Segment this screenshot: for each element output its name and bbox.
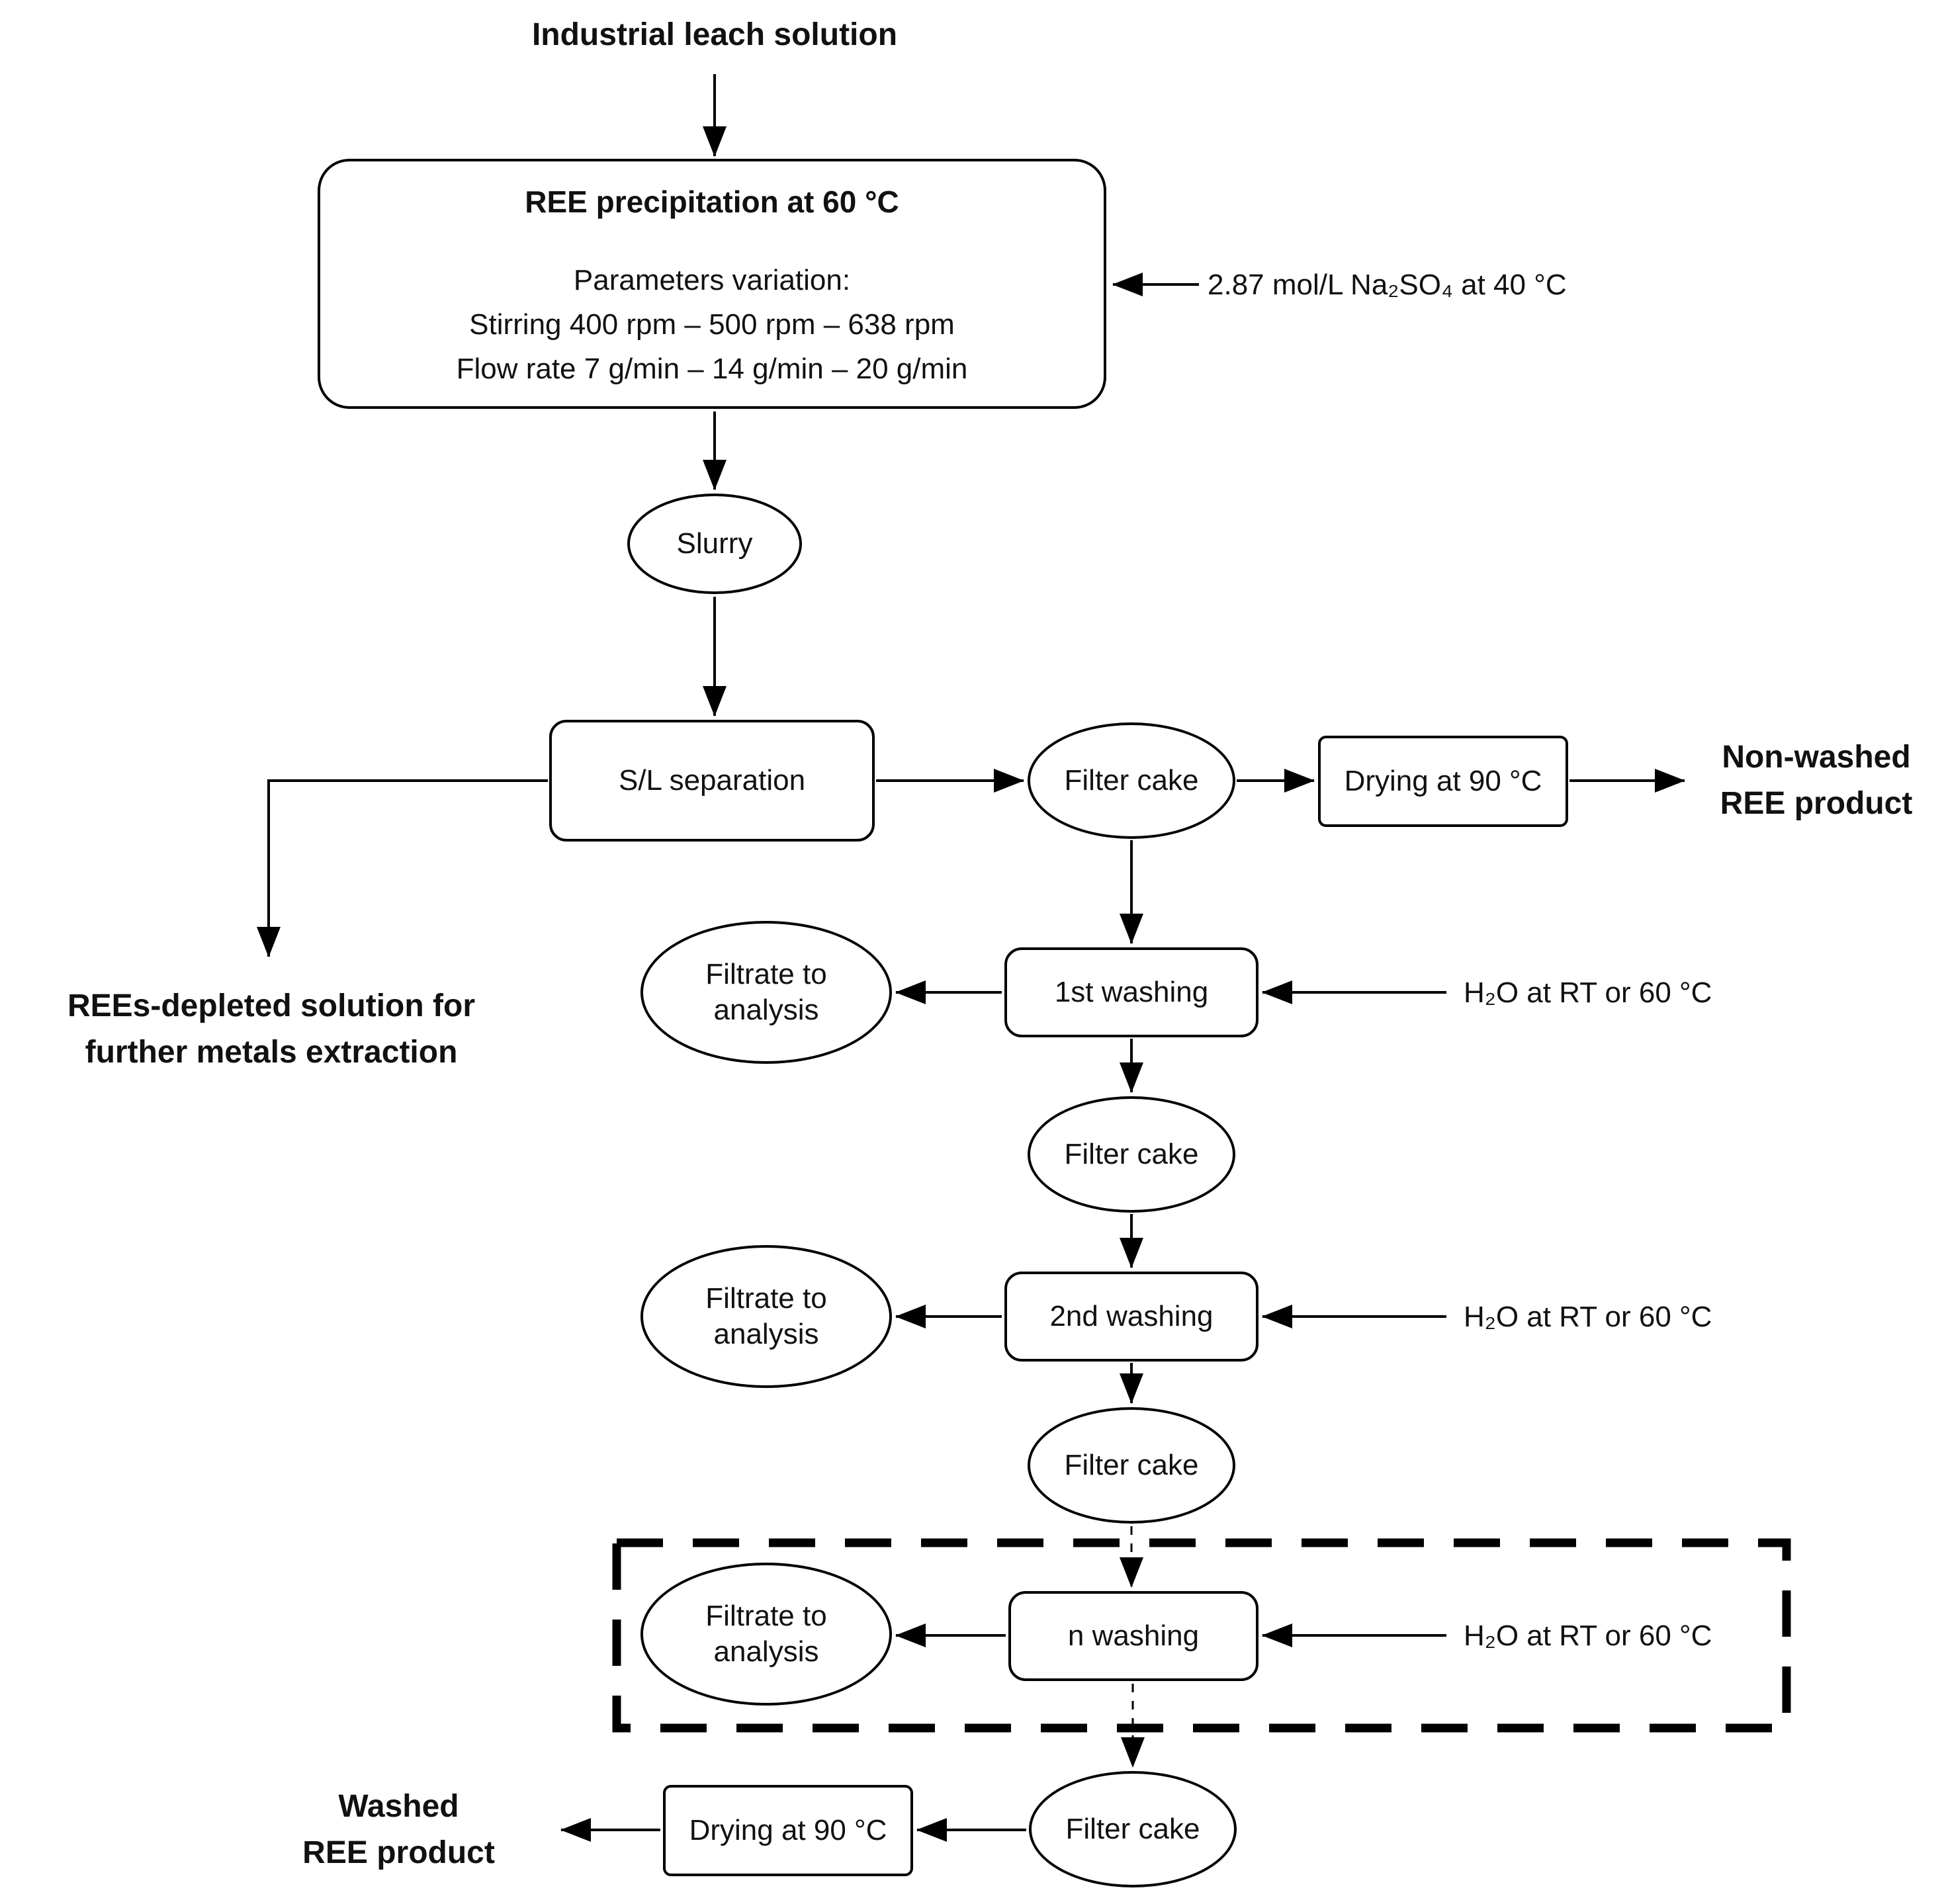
source-label: Industrial leach solution [531,17,898,52]
filter-cake-label-1: Filter cake [1064,764,1199,797]
washing-label-n: n washing [1067,1619,1200,1652]
washing-box-n [1008,1591,1258,1681]
washing-label-1: 1st washing [1054,975,1209,1008]
washed-line2: REE product [302,1835,495,1870]
washing-label-2: 2nd washing [1049,1299,1214,1332]
precipitation-flow-rate: Flow rate 7 g/min – 14 g/min – 20 g/min [456,352,968,385]
filter-cake-node-3 [1028,1407,1235,1524]
filter-cake-node-1 [1028,722,1235,839]
filtrate-line2-2: analysis [713,1318,819,1350]
washing-box-2 [1004,1272,1258,1362]
filtrate-node-2 [640,1245,892,1388]
slurry-node [627,494,802,594]
washed-line1: Washed [338,1789,459,1824]
filter-cake-node-4 [1029,1771,1237,1887]
non-washed-line2: REE product [1720,785,1913,821]
water-input-label-1: H₂O at RT or 60 °C [1464,976,1712,1009]
filtrate-line1-2: Filtrate to [705,1282,827,1315]
filter-cake-node-2 [1028,1096,1235,1213]
drying-label-bottom: Drying at 90 °C [689,1813,887,1846]
precipitation-title: REE precipitation at 60 °C [525,185,899,219]
filtrate-line1-1: Filtrate to [705,958,827,991]
washed-product-label [268,1784,529,1876]
slurry-label: Slurry [676,527,753,560]
depleted-solution-label [7,983,536,1075]
precipitation-box [318,159,1106,409]
filtrate-node-1 [640,921,892,1064]
drying-label-top: Drying at 90 °C [1344,764,1542,797]
depleted-solution-line2: further metals extraction [85,1034,458,1070]
reagent-input-label: 2.87 mol/L Na₂SO₄ at 40 °C [1208,269,1567,301]
washing-box-1 [1004,947,1258,1037]
water-input-label-2: H₂O at RT or 60 °C [1464,1301,1712,1333]
filter-cake-label-2: Filter cake [1064,1138,1199,1171]
filter-cake-label-4: Filter cake [1065,1813,1200,1846]
filtrate-line2-1: analysis [713,994,819,1026]
filtrate-node-3 [640,1563,892,1706]
filtrate-line2-3: analysis [713,1635,819,1668]
sl-separation-label: S/L separation [618,763,806,797]
filtrate-line1-3: Filtrate to [705,1600,827,1633]
drying-box-top [1318,736,1568,827]
filter-cake-label-3: Filter cake [1064,1449,1199,1482]
sl-separation-box [549,720,875,842]
water-input-label-3: H₂O at RT or 60 °C [1464,1620,1712,1652]
depleted-solution-line1: REEs-depleted solution for [67,988,476,1023]
precipitation-params-header: Parameters variation: [573,264,851,297]
arrow-separation-to-depleted [269,781,548,957]
non-washed-product-label [1691,734,1942,826]
precipitation-stirring: Stirring 400 rpm – 500 rpm – 638 rpm [469,308,955,341]
non-washed-line1: Non-washed [1722,740,1911,775]
drying-box-bottom [663,1785,913,1876]
